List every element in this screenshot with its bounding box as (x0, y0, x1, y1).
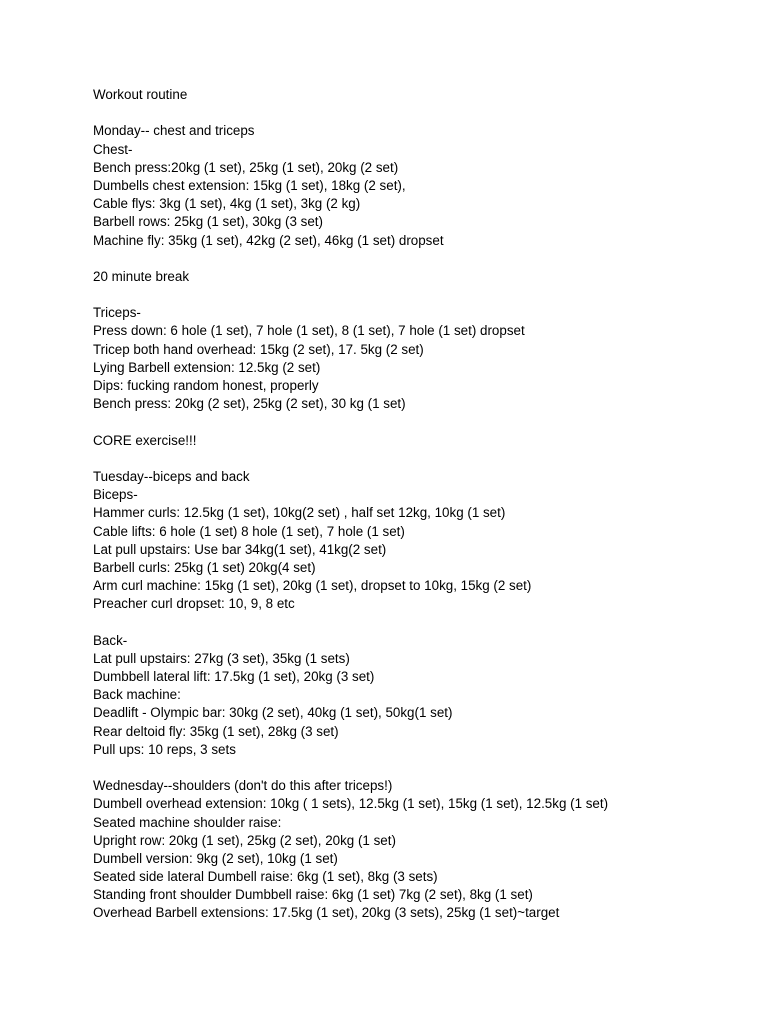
triceps-line: Bench press: 20kg (2 set), 25kg (2 set), 30 kg (1 set) (93, 396, 406, 412)
chest-line: Machine fly: 35kg (1 set), 42kg (2 set), 46kg (1 set) dropset (93, 232, 444, 248)
back-line: Rear deltoid fly: 35kg (1 set), 28kg (3 set) (93, 723, 339, 739)
spacer (93, 613, 753, 631)
chest-line: Bench press:20kg (1 set), 25kg (1 set), 20kg (2 set) (93, 159, 399, 175)
chest-line: Cable flys: 3kg (1 set), 4kg (1 set), 3kg (2 kg) (93, 196, 361, 212)
break-note: 20 minute break (93, 268, 190, 284)
biceps-line: Barbell curls: 25kg (1 set) 20kg(4 set) (93, 559, 316, 575)
shoulders-line: Dumbell version: 9kg (2 set), 10kg (1 set) (93, 850, 338, 866)
back-line: Back machine: (93, 687, 181, 703)
triceps-line: Press down: 6 hole (1 set), 7 hole (1 set), 8 (1 set), 7 hole (1 set) dropset (93, 323, 525, 339)
back-line: Deadlift - Olympic bar: 30kg (2 set), 40kg (1 set), 50kg(1 set) (93, 705, 453, 721)
triceps-heading: Triceps- (93, 305, 141, 321)
core-note: CORE exercise!!! (93, 432, 197, 448)
triceps-line: Tricep both hand overhead: 15kg (2 set), 17. 5kg (2 set) (93, 341, 424, 357)
shoulders-line: Upright row: 20kg (1 set), 25kg (2 set), 20kg (1 set) (93, 832, 396, 848)
biceps-line: Hammer curls: 12.5kg (1 set), 10kg(2 set) , half set 12kg, 10kg (1 set) (93, 505, 506, 521)
shoulders-line: Seated side lateral Dumbell raise: 6kg (1 set), 8kg (3 sets) (93, 869, 438, 885)
back-line: Dumbbell lateral lift: 17.5kg (1 set), 20kg (3 set) (93, 669, 375, 684)
spacer (93, 286, 753, 304)
shoulders-line: Overhead Barbell extensions: 17.5kg (1 set), 20kg (3 sets), 25kg (1 set)~target (93, 905, 560, 921)
shoulders-line: Seated machine shoulder raise: (93, 814, 282, 830)
back-heading: Back- (93, 632, 128, 648)
triceps-line: Lying Barbell extension: 12.5kg (2 set) (93, 359, 321, 375)
biceps-heading: Biceps- (93, 487, 138, 503)
spacer (93, 250, 753, 268)
spacer (93, 759, 753, 777)
document-page (93, 86, 753, 923)
triceps-line: Dips: fucking random honest, properly (93, 378, 319, 393)
document-title: Workout routine (93, 87, 188, 102)
back-line: Lat pull upstairs: 27kg (3 set), 35kg (1 sets) (93, 650, 350, 666)
biceps-line: Cable lifts: 6 hole (1 set) 8 hole (1 set), 7 hole (1 set) (93, 523, 405, 539)
biceps-line: Arm curl machine: 15kg (1 set), 20kg (1 set), dropset to 10kg, 15kg (2 set) (93, 578, 532, 594)
wednesday-heading: Wednesday--shoulders (don't do this after triceps!) (93, 778, 393, 794)
spacer (93, 450, 753, 468)
shoulders-line: Standing front shoulder Dumbbell raise: 6kg (1 set) 7kg (2 set), 8kg (1 set) (93, 887, 533, 903)
tuesday-heading: Tuesday--biceps and back (93, 468, 250, 484)
spacer (93, 413, 753, 431)
biceps-line: Lat pull upstairs: Use bar 34kg(1 set), 41kg(2 set) (93, 541, 387, 557)
chest-heading: Chest- (93, 141, 133, 157)
shoulders-line: Dumbell overhead extension: 10kg ( 1 sets), 12.5kg (1 set), 15kg (1 set), 12.5kg (1 set) (93, 796, 609, 812)
spacer (93, 104, 753, 122)
chest-line: Dumbells chest extension: 15kg (1 set), 18kg (2 set), (93, 177, 406, 193)
biceps-line: Preacher curl dropset: 10, 9, 8 etc (93, 596, 295, 612)
back-line: Pull ups: 10 reps, 3 sets (93, 741, 236, 757)
chest-line: Barbell rows: 25kg (1 set), 30kg (3 set) (93, 214, 323, 230)
monday-heading: Monday-- chest and triceps (93, 123, 255, 139)
